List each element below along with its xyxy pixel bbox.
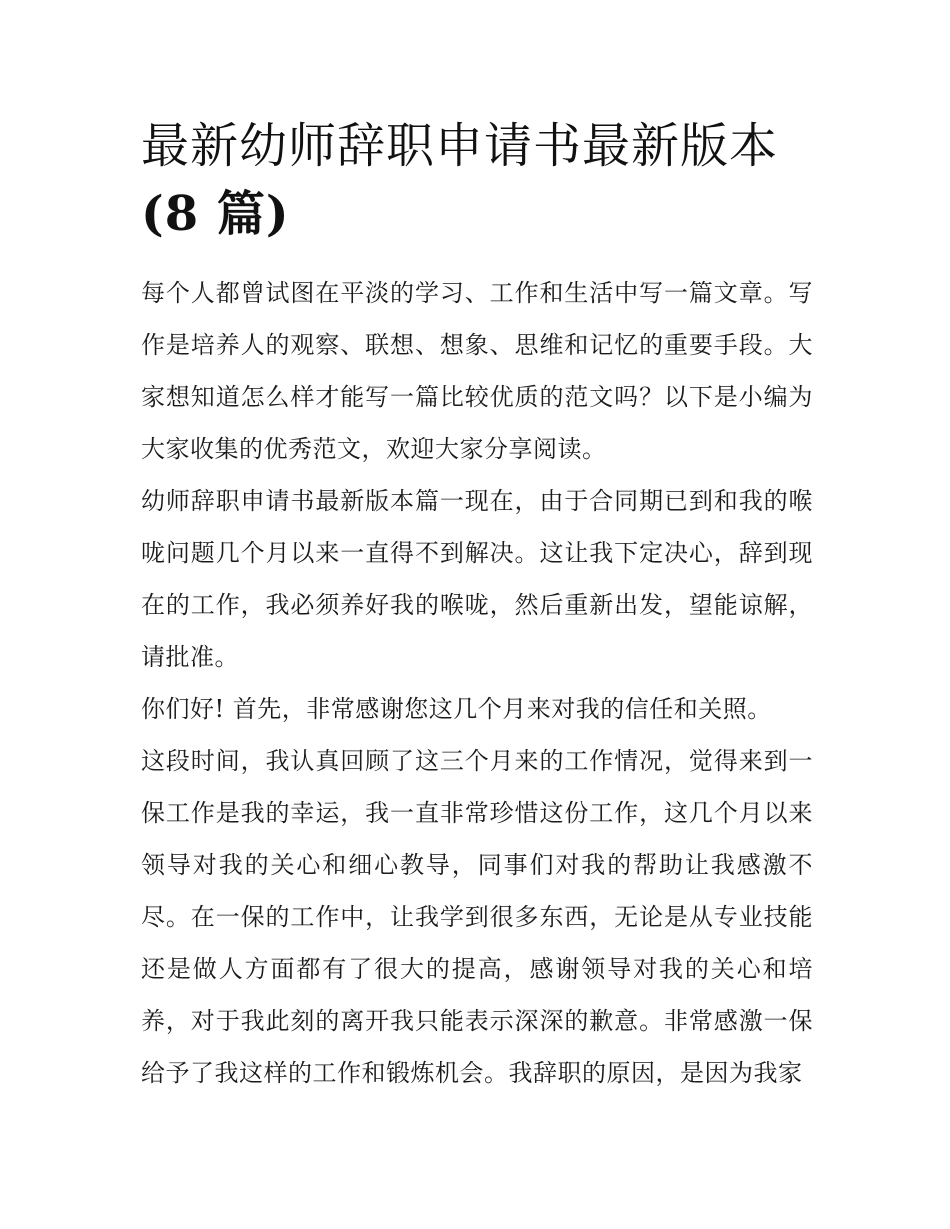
document-title (141, 112, 813, 248)
body-paragraph-2: 这段时间，我认真回顾了这三个月来的工作情况，觉得来到一保工作是我的幸运，我一直非常珍惜这份工作，这几个月以来领导对我的关心和细心教导，同事们对我的帮助让我感激不尽。在一保的工作中，让我学到很多东西，无论是从专业技能还是做人方面都有了很大的提高，感谢领导对我的关心和培养，对于我此刻的离开我只能表示深深的歉意。非常感激一保给予了我这样的工作和锻炼机会。我辞职的原因，是因为我家 (141, 747, 813, 1087)
document-body (141, 267, 813, 1099)
title-line-2: (8 篇) (141, 186, 290, 242)
intro-paragraph: 每个人都曾试图在平淡的学习、工作和生活中写一篇文章。写作是培养人的观察、联想、想象、思维和记忆的重要手段。大家想知道怎么样才能写一篇比较优质的范文吗？以下是小编为大家收集的优秀范文，欢迎大家分享阅读。 (141, 279, 813, 463)
body-paragraph-1: 幼师辞职申请书最新版本篇一现在，由于合同期已到和我的喉咙问题几个月以来一直得不到解决。这让我下定决心，辞到现在的工作，我必须养好我的喉咙，然后重新出发，望能谅解，请批准。 (141, 487, 813, 671)
greeting-paragraph: 你们好! 首先，非常感谢您这几个月来对我的信任和关照。 (141, 695, 772, 723)
document-page (141, 112, 813, 1099)
title-line-1: 最新幼师辞职申请书最新版本 (141, 118, 779, 174)
